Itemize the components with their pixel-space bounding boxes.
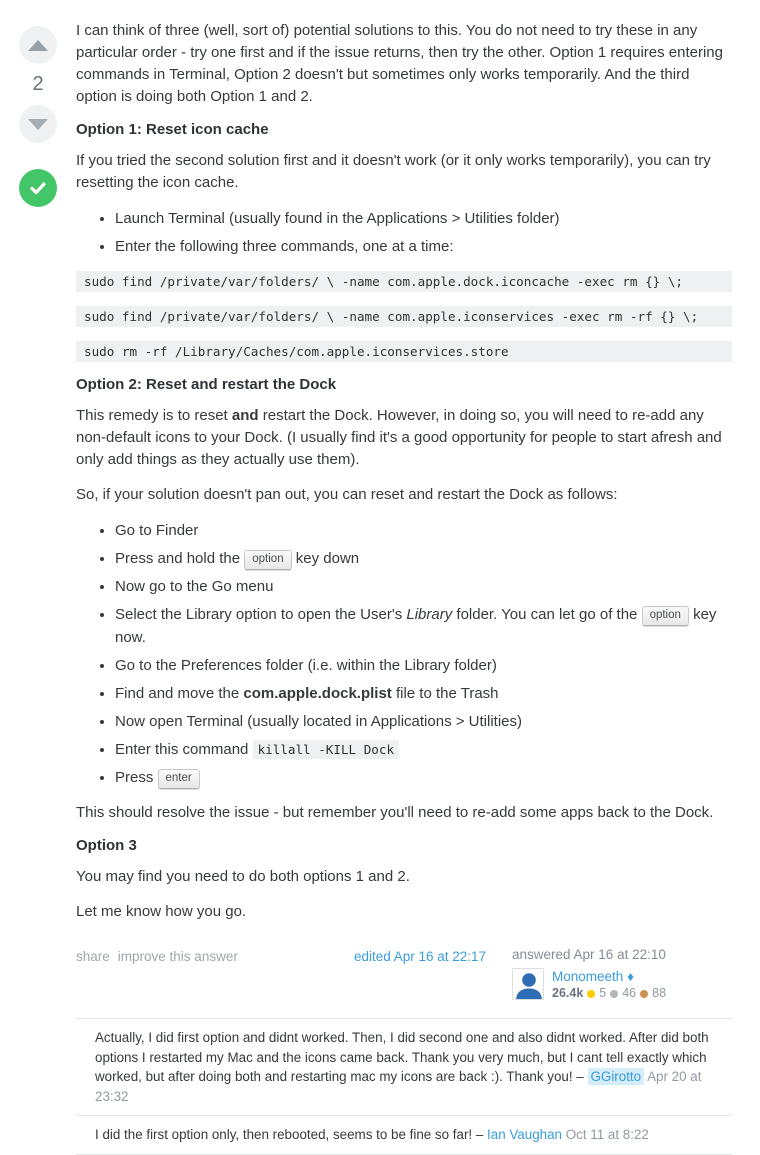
option3-paragraph: You may find you need to do both options 1 and 2. bbox=[76, 868, 410, 885]
answered-timestamp: answered Apr 16 at 22:10 bbox=[512, 947, 666, 962]
answer-body bbox=[76, 20, 760, 1155]
comment-timestamp: Apr 20 at 23:32 bbox=[95, 1069, 702, 1104]
edited-info bbox=[328, 947, 512, 964]
comment bbox=[76, 1019, 732, 1116]
list-item: • Press enter bbox=[115, 766, 732, 789]
user-name-link[interactable]: Monomeeth ♦ bbox=[552, 969, 634, 984]
option-key: option bbox=[642, 606, 689, 626]
user-card bbox=[512, 968, 732, 1002]
improve-answer-link[interactable]: improve this answer bbox=[117, 949, 238, 964]
comment-author-link[interactable]: Ian Vaughan bbox=[487, 1127, 562, 1142]
vote-count: 2 bbox=[32, 73, 44, 95]
option-key: option bbox=[244, 550, 291, 570]
comments-section bbox=[76, 1018, 732, 1155]
terminal-command-3: sudo rm -rf /Library/Caches/com.apple.iconservices.store bbox=[76, 341, 732, 362]
downvote-button[interactable] bbox=[19, 105, 57, 143]
list-item: • Enter this command killall -KILL Dock bbox=[115, 738, 732, 761]
silver-badge-count: 46 bbox=[622, 986, 637, 1000]
answered-info bbox=[512, 947, 732, 1002]
option2-paragraph-1: This remedy is to reset and restart the Dock. However, in doing so, you will need to re-add any non-default icons to your Dock. (I usually find it's a good opportunity for people to start afresh and only add things as they actually use them). bbox=[76, 407, 722, 468]
upvote-icon bbox=[28, 40, 48, 51]
option1-heading: Option 1: Reset icon cache bbox=[76, 121, 269, 138]
list-item: • Go to Finder bbox=[115, 519, 732, 542]
comment-author-link[interactable]: GGirotto bbox=[588, 1068, 645, 1085]
list-item: • Go to the Preferences folder (i.e. within the Library folder) bbox=[115, 654, 732, 677]
option2-list bbox=[76, 519, 732, 789]
avatar[interactable] bbox=[512, 968, 544, 1000]
reputation-row bbox=[552, 985, 666, 1002]
list-item: • Enter the following three commands, one at a time: bbox=[115, 235, 732, 258]
comment-text: Actually, I did first option and didnt worked. Then, I did second one and also didnt worked. After did both options I restarted my Mac and the icons came back. Thank you very much, but I cant tell exactly which worked, but after doing both and restarting mac my icons are back :). Thank you! – bbox=[95, 1030, 709, 1084]
comment bbox=[76, 1116, 732, 1155]
gold-badge-count: 5 bbox=[599, 986, 607, 1000]
intro-paragraph: I can think of three (well, sort of) potential solutions to this. You do not need to try these in any particular order - try one first and if the issue returns, then try the other. Option 1 requires entering commands in Terminal, Option 2 doesn't but sometimes only works temporarily. And the third option is doing both Option 1 and 2. bbox=[76, 22, 723, 105]
edited-link[interactable]: edited Apr 16 at 22:17 bbox=[353, 949, 487, 964]
moderator-diamond: ♦ bbox=[627, 969, 634, 984]
inline-code: killall -KILL Dock bbox=[253, 740, 399, 759]
gold-badge-icon bbox=[587, 990, 595, 998]
reputation-score: 26.4k bbox=[552, 986, 584, 1000]
post-menu bbox=[76, 947, 328, 964]
answer-footer bbox=[76, 947, 732, 1002]
option2-heading: Option 2: Reset and restart the Dock bbox=[76, 376, 337, 393]
terminal-command-2: sudo find /private/var/folders/ \ -name com.apple.iconservices -exec rm -rf {} \; bbox=[76, 306, 732, 327]
vote-column bbox=[0, 20, 76, 1155]
enter-key: enter bbox=[158, 769, 200, 789]
user-meta bbox=[544, 968, 666, 1002]
person-icon bbox=[513, 969, 544, 1000]
option2-paragraph-2: So, if your solution doesn't pan out, you can reset and restart the Dock as follows: bbox=[76, 486, 618, 503]
closing-paragraph-2: Let me know how you go. bbox=[76, 903, 247, 920]
downvote-icon bbox=[28, 119, 48, 130]
option1-paragraph: If you tried the second solution first and it doesn't work (or it only works temporarily), you can try resetting the icon cache. bbox=[76, 152, 711, 191]
option1-list bbox=[76, 207, 732, 258]
option3-heading: Option 3 bbox=[76, 837, 137, 854]
terminal-command-1: sudo find /private/var/folders/ \ -name com.apple.dock.iconcache -exec rm {} \; bbox=[76, 271, 732, 292]
list-item: • Select the Library option to open the User's Library folder. You can let go of the option key now. bbox=[115, 603, 732, 649]
list-item: • Press and hold the option key down bbox=[115, 547, 732, 570]
list-item: • Now open Terminal (usually located in Applications > Utilities) bbox=[115, 710, 732, 733]
comment-text: I did the first option only, then rebooted, seems to be fine so far! – bbox=[95, 1127, 488, 1142]
list-item: • Find and move the com.apple.dock.plist file to the Trash bbox=[115, 682, 732, 705]
bronze-badge-icon bbox=[640, 990, 648, 998]
list-item: • Launch Terminal (usually found in the Applications > Utilities folder) bbox=[115, 207, 732, 230]
bronze-badge-count: 88 bbox=[652, 986, 667, 1000]
upvote-button[interactable] bbox=[19, 26, 57, 64]
closing-paragraph-1: This should resolve the issue - but remember you'll need to re-add some apps back to the Dock. bbox=[76, 804, 714, 821]
accepted-answer-button[interactable] bbox=[19, 169, 57, 207]
list-item: • Now go to the Go menu bbox=[115, 575, 732, 598]
comment-timestamp: Oct 11 at 8:22 bbox=[562, 1127, 649, 1142]
share-link[interactable]: share bbox=[76, 949, 110, 964]
checkmark-icon bbox=[28, 178, 48, 198]
silver-badge-icon bbox=[610, 990, 618, 998]
